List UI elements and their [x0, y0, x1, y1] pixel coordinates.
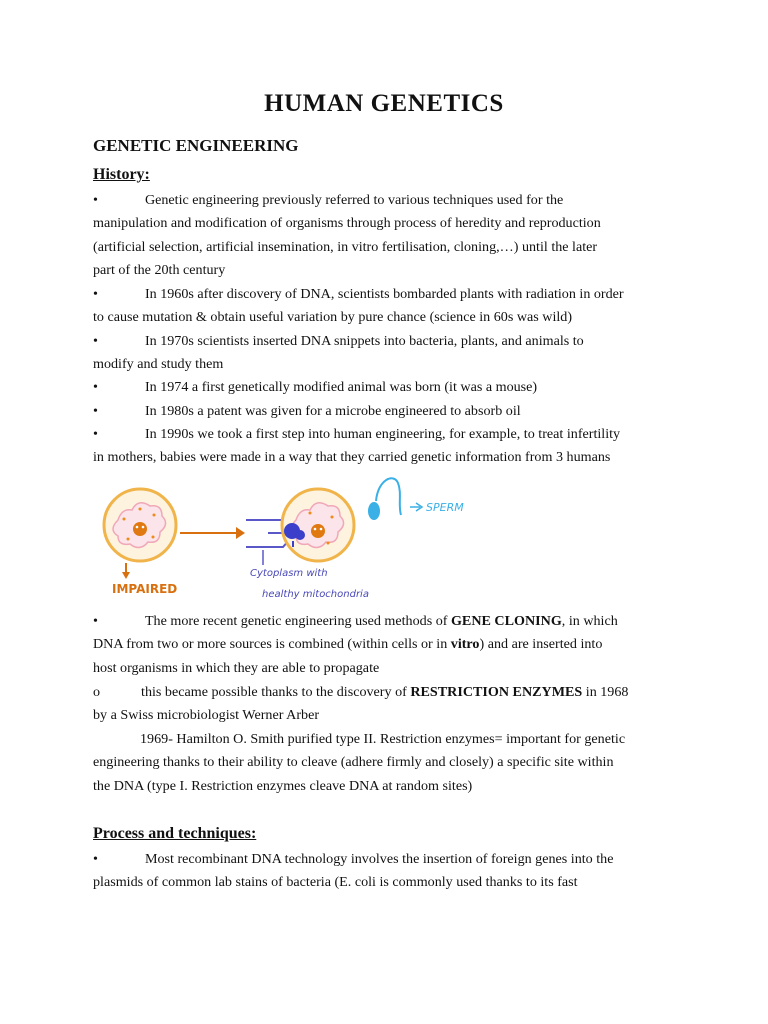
process-item-1: • Most recombinant DNA technology involves the insertion of foreign genes into the plasmids of common lab stains of bacteria (E. coli is commonly used thanks to its fast — [93, 851, 614, 891]
bullet: • — [93, 192, 98, 208]
bullet: • — [93, 403, 98, 419]
history-heading: History: — [93, 166, 150, 183]
sperm-icon — [368, 478, 422, 520]
history-item-1: • Genetic engineering previously referred to various techniques used for the manipulation and modification of organisms through process of heredity and reproduction (artificial selection, artificial insemination, in vitro fertilisation, cloning,…) until the later part of the 20th century — [93, 192, 601, 279]
impaired-egg-cell-icon — [104, 489, 176, 561]
sub-bullet: o — [93, 684, 101, 700]
term-restriction-enzymes: RESTRICTION ENZYMES — [410, 684, 583, 700]
bullet: • — [93, 333, 98, 349]
sperm-label: SPERM — [426, 501, 464, 514]
mitochondria-transfer-illustration — [98, 475, 473, 608]
restriction-enzymes-paragraph: o this became possible thanks to the discovery of RESTRICTION ENZYMES in 1968 by a Swiss microbiologist Werner Arber — [93, 684, 629, 724]
smith-paragraph: 1969- Hamilton O. Smith purified type II. Restriction enzymes= important for genetic engineering thanks to their ability to cleave (adhere firmly and closely) a specific site within the DNA (type I. Restriction enzymes cleave DNA at random sites) — [93, 731, 626, 794]
history-item-6: • In 1990s we took a first step into human engineering, for example, to treat infertility in mothers, babies were made in a way that they carried genetic information from 3 humans — [93, 426, 621, 466]
mitochondria-label: healthy mitochondria — [262, 589, 369, 600]
term-gene-cloning: GENE CLONING — [450, 613, 562, 629]
history-item-5: • In 1980s a patent was given for a microbe engineered to absorb oil — [93, 403, 521, 419]
bullet: • — [93, 613, 98, 629]
arrow-down-icon — [122, 563, 130, 579]
term-vitro: vitro — [450, 636, 480, 653]
arrow-right-icon — [180, 527, 245, 539]
bullet: • — [93, 379, 98, 395]
bullet: • — [93, 286, 98, 302]
impaired-label: IMPAIRED — [112, 582, 178, 596]
history-item-2: • In 1960s after discovery of DNA, scientists bombarded plants with radiation in order to cause mutation & obtain useful variation by pure chance (science in 60s was wild) — [93, 286, 624, 326]
cytoplasm-label: Cytoplasm with — [250, 568, 328, 579]
bullet: • — [93, 426, 98, 442]
history-item-3: • In 1970s scientists inserted DNA snippets into bacteria, plants, and animals to modify and study them — [93, 333, 584, 373]
process-heading: Process and techniques: — [93, 825, 257, 842]
history-item-4: • In 1974 a first genetically modified animal was born (it was a mouse) — [93, 379, 538, 395]
gene-cloning-paragraph: • The more recent genetic engineering used methods of GENE CLONING, in which DNA from two or more sources is combined (within cells or in vitro) and are inserted into host organisms in which they are able to propagate — [93, 613, 618, 676]
bullet: • — [93, 851, 98, 867]
section-title: GENETIC ENGINEERING — [93, 136, 299, 155]
document-title: HUMAN GENETICS — [264, 90, 504, 117]
